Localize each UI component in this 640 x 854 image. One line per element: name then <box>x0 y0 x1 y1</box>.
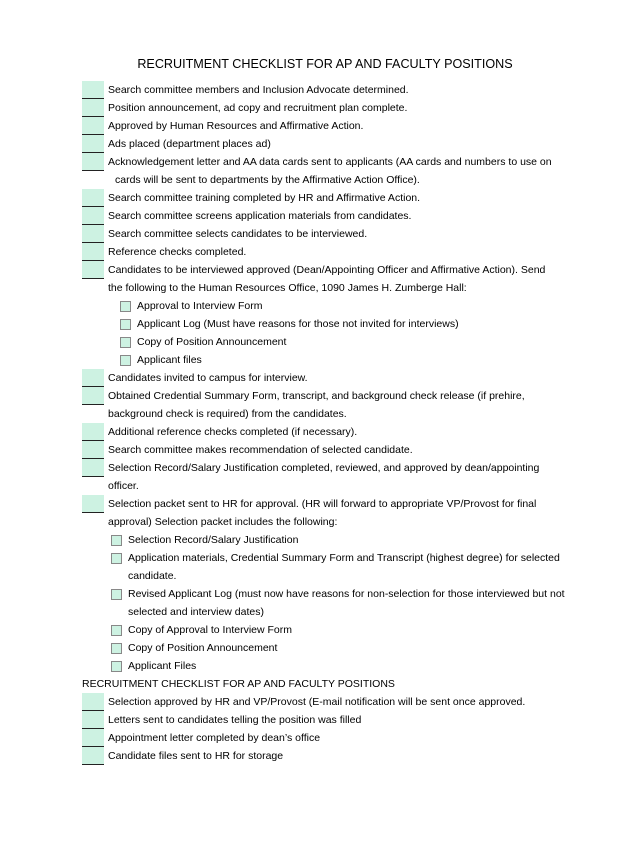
section-heading: RECRUITMENT CHECKLIST FOR AP AND FACULTY POSITIONS <box>82 678 395 690</box>
item-text: Search committee selects candidates to be interviewed. <box>108 228 368 240</box>
sub-checklist-item <box>82 621 582 639</box>
sub-checklist-item <box>82 639 582 657</box>
checkbox-blank[interactable] <box>82 99 104 117</box>
item-text: Selection packet sent to HR for approval. (HR will forward to appropriate VP/Provost for final <box>108 498 537 510</box>
checklist-item <box>82 207 582 225</box>
checkbox-blank[interactable] <box>82 207 104 225</box>
sub-item-text: Applicant Files <box>128 660 197 672</box>
checklist-item <box>82 747 582 765</box>
sub-item-text-continued: selected and interview dates) <box>128 606 264 618</box>
sub-item-text: Revised Applicant Log (must now have reasons for non-selection for those interviewed but not <box>128 588 565 600</box>
item-text: Search committee training completed by HR and Affirmative Action. <box>108 192 421 204</box>
sub-checklist-item <box>82 657 582 675</box>
checklist-item <box>82 135 582 153</box>
checklist-item <box>82 189 582 207</box>
sub-checklist-item <box>82 351 582 369</box>
checkbox-blank[interactable] <box>82 153 104 171</box>
item-text: Search committee members and Inclusion Advocate determined. <box>108 84 409 96</box>
checkbox[interactable] <box>111 625 122 636</box>
checklist-item <box>82 693 582 711</box>
item-text: Candidate files sent to HR for storage <box>108 750 284 762</box>
checkbox[interactable] <box>111 535 122 546</box>
item-text: Additional reference checks completed (if necessary). <box>108 426 358 438</box>
checkbox-blank[interactable] <box>82 261 104 279</box>
item-text: Ads placed (department places ad) <box>108 138 271 150</box>
checkbox-blank[interactable] <box>82 693 104 711</box>
sub-checklist-item <box>82 297 582 315</box>
checklist-item <box>82 243 582 261</box>
checklist-item <box>82 153 582 189</box>
sub-item-text: Approval to Interview Form <box>137 300 263 312</box>
sub-checklist-item <box>82 333 582 351</box>
page-title: RECRUITMENT CHECKLIST FOR AP AND FACULTY POSITIONS <box>137 57 513 71</box>
checkbox-blank[interactable] <box>82 729 104 747</box>
sub-item-text-continued: candidate. <box>128 570 177 582</box>
checklist-item <box>82 99 582 117</box>
checkbox[interactable] <box>120 337 131 348</box>
checkbox-blank[interactable] <box>82 243 104 261</box>
item-text: Reference checks completed. <box>108 246 247 258</box>
checkbox-blank[interactable] <box>82 441 104 459</box>
checkbox[interactable] <box>120 301 131 312</box>
checkbox-blank[interactable] <box>82 459 104 477</box>
checkbox-blank[interactable] <box>82 369 104 387</box>
checkbox-blank[interactable] <box>82 225 104 243</box>
item-text: Selection approved by HR and VP/Provost (E-mail notification will be sent once approved. <box>108 696 526 708</box>
item-text: Search committee makes recommendation of selected candidate. <box>108 444 413 456</box>
sub-checklist-item <box>82 315 582 333</box>
checklist-item <box>82 117 582 135</box>
item-text: Position announcement, ad copy and recruitment plan complete. <box>108 102 408 114</box>
checklist-item <box>82 459 582 495</box>
checkbox-blank[interactable] <box>82 423 104 441</box>
item-text: Obtained Credential Summary Form, transcript, and background check release (if prehire, <box>108 390 525 402</box>
checkbox[interactable] <box>111 661 122 672</box>
checklist-item <box>82 81 582 99</box>
sub-item-text: Applicant Log (Must have reasons for those not invited for interviews) <box>137 318 459 330</box>
checkbox[interactable] <box>111 643 122 654</box>
checkbox-blank[interactable] <box>82 495 104 513</box>
item-text-continued: approval) Selection packet includes the following: <box>108 516 338 528</box>
item-text: Appointment letter completed by dean’s office <box>108 732 321 744</box>
item-text-continued: background check is required) from the candidates. <box>108 408 347 420</box>
checkbox-blank[interactable] <box>82 117 104 135</box>
checklist-item <box>82 225 582 243</box>
item-text: Selection Record/Salary Justification completed, reviewed, and approved by dean/appointing <box>108 462 540 474</box>
sub-item-text: Copy of Position Announcement <box>137 336 287 348</box>
sub-item-text: Applicant files <box>137 354 202 366</box>
sub-item-text: Copy of Approval to Interview Form <box>128 624 292 636</box>
checkbox-blank[interactable] <box>82 711 104 729</box>
item-text-continued: cards will be sent to departments by the Affirmative Action Office). <box>115 174 420 186</box>
sub-checklist-item <box>82 585 582 621</box>
checklist-item <box>82 441 582 459</box>
checklist-item <box>82 387 582 423</box>
item-text: Letters sent to candidates telling the position was filled <box>108 714 362 726</box>
checkbox[interactable] <box>111 553 122 564</box>
checkbox-blank[interactable] <box>82 81 104 99</box>
checkbox-blank[interactable] <box>82 189 104 207</box>
sub-item-text: Copy of Position Announcement <box>128 642 278 654</box>
checkbox-blank[interactable] <box>82 747 104 765</box>
checkbox-blank[interactable] <box>82 387 104 405</box>
checklist-item <box>82 369 582 387</box>
checklist-item <box>82 261 582 297</box>
sub-checklist-item <box>82 549 582 585</box>
item-text: Acknowledgement letter and AA data cards sent to applicants (AA cards and numbers to use on <box>108 156 552 168</box>
checklist-item <box>82 495 582 531</box>
item-text: Search committee screens application materials from candidates. <box>108 210 412 222</box>
sub-checklist-item <box>82 531 582 549</box>
checkbox[interactable] <box>120 355 131 366</box>
checklist <box>82 81 582 765</box>
checklist-item <box>82 423 582 441</box>
item-text: Approved by Human Resources and Affirmative Action. <box>108 120 364 132</box>
item-text: Candidates invited to campus for interview. <box>108 372 308 384</box>
checklist-item <box>82 729 582 747</box>
checkbox[interactable] <box>111 589 122 600</box>
sub-item-text: Application materials, Credential Summary Form and Transcript (highest degree) for selected <box>128 552 560 564</box>
item-text: Candidates to be interviewed approved (Dean/Appointing Officer and Affirmative Action). Send <box>108 264 546 276</box>
checkbox-blank[interactable] <box>82 135 104 153</box>
sub-item-text: Selection Record/Salary Justification <box>128 534 299 546</box>
checklist-item <box>82 711 582 729</box>
checkbox[interactable] <box>120 319 131 330</box>
item-text-continued: the following to the Human Resources Office, 1090 James H. Zumberge Hall: <box>108 282 467 294</box>
item-text-continued: officer. <box>108 480 139 492</box>
